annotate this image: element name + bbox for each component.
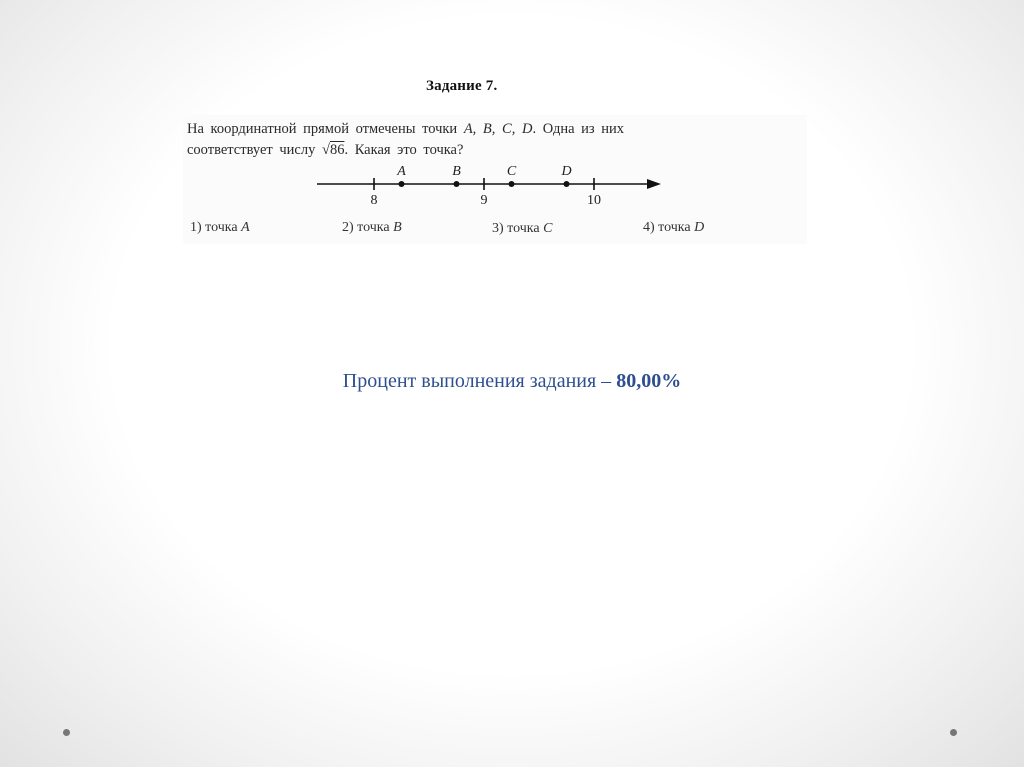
question-text-1-tail: . Одна из них bbox=[532, 121, 625, 137]
question-line-1 bbox=[187, 121, 624, 138]
answer-text: точка bbox=[658, 220, 691, 235]
answer-option-4 bbox=[643, 220, 704, 236]
answer-option-1 bbox=[190, 220, 250, 236]
tick-label: 10 bbox=[587, 193, 601, 208]
point-label: A bbox=[397, 164, 406, 179]
tick-label: 8 bbox=[370, 193, 378, 208]
answer-option-2 bbox=[342, 220, 402, 236]
task-title: Задание 7. bbox=[426, 78, 498, 94]
answer-letter: C bbox=[543, 221, 553, 236]
sqrt-number: 86 bbox=[329, 142, 345, 158]
sqrt-expression bbox=[322, 142, 344, 158]
point-marker bbox=[564, 181, 570, 187]
sqrt-icon: √ bbox=[321, 142, 330, 158]
completion-percent bbox=[0, 370, 1024, 393]
number-line bbox=[183, 159, 807, 215]
question-text-2: соответствует числу bbox=[187, 142, 322, 158]
answer-option-3 bbox=[492, 221, 552, 237]
point-label: B bbox=[452, 164, 461, 179]
task-image bbox=[183, 115, 807, 244]
answer-number: 1) bbox=[190, 220, 202, 235]
answer-letter: A bbox=[241, 220, 250, 235]
corner-dot-left bbox=[63, 729, 70, 736]
answer-text: точка bbox=[357, 220, 390, 235]
answer-number: 4) bbox=[643, 220, 655, 235]
question-line-2 bbox=[187, 142, 463, 159]
tick-label: 9 bbox=[480, 193, 488, 208]
point-marker bbox=[399, 181, 405, 187]
answer-number: 2) bbox=[342, 220, 354, 235]
arrow-right-icon bbox=[647, 179, 661, 189]
corner-dot-right bbox=[950, 729, 957, 736]
answer-text: точка bbox=[507, 221, 540, 236]
answer-number: 3) bbox=[492, 221, 504, 236]
answer-text: точка bbox=[205, 220, 238, 235]
answer-options bbox=[183, 216, 807, 240]
question-text-2-tail: . Какая это точка? bbox=[344, 142, 464, 158]
answer-letter: D bbox=[694, 220, 705, 235]
answer-letter: B bbox=[393, 220, 402, 235]
point-label: C bbox=[506, 164, 517, 179]
point-marker bbox=[454, 181, 460, 187]
point-label: D bbox=[561, 164, 572, 179]
question-text-1: На координатной прямой отмечены точки bbox=[187, 121, 464, 137]
completion-label: Процент выполнения задания – bbox=[342, 370, 617, 392]
question-points-list: A, B, C, D bbox=[463, 121, 533, 137]
completion-value: 80,00% bbox=[616, 370, 682, 392]
point-marker bbox=[509, 181, 515, 187]
